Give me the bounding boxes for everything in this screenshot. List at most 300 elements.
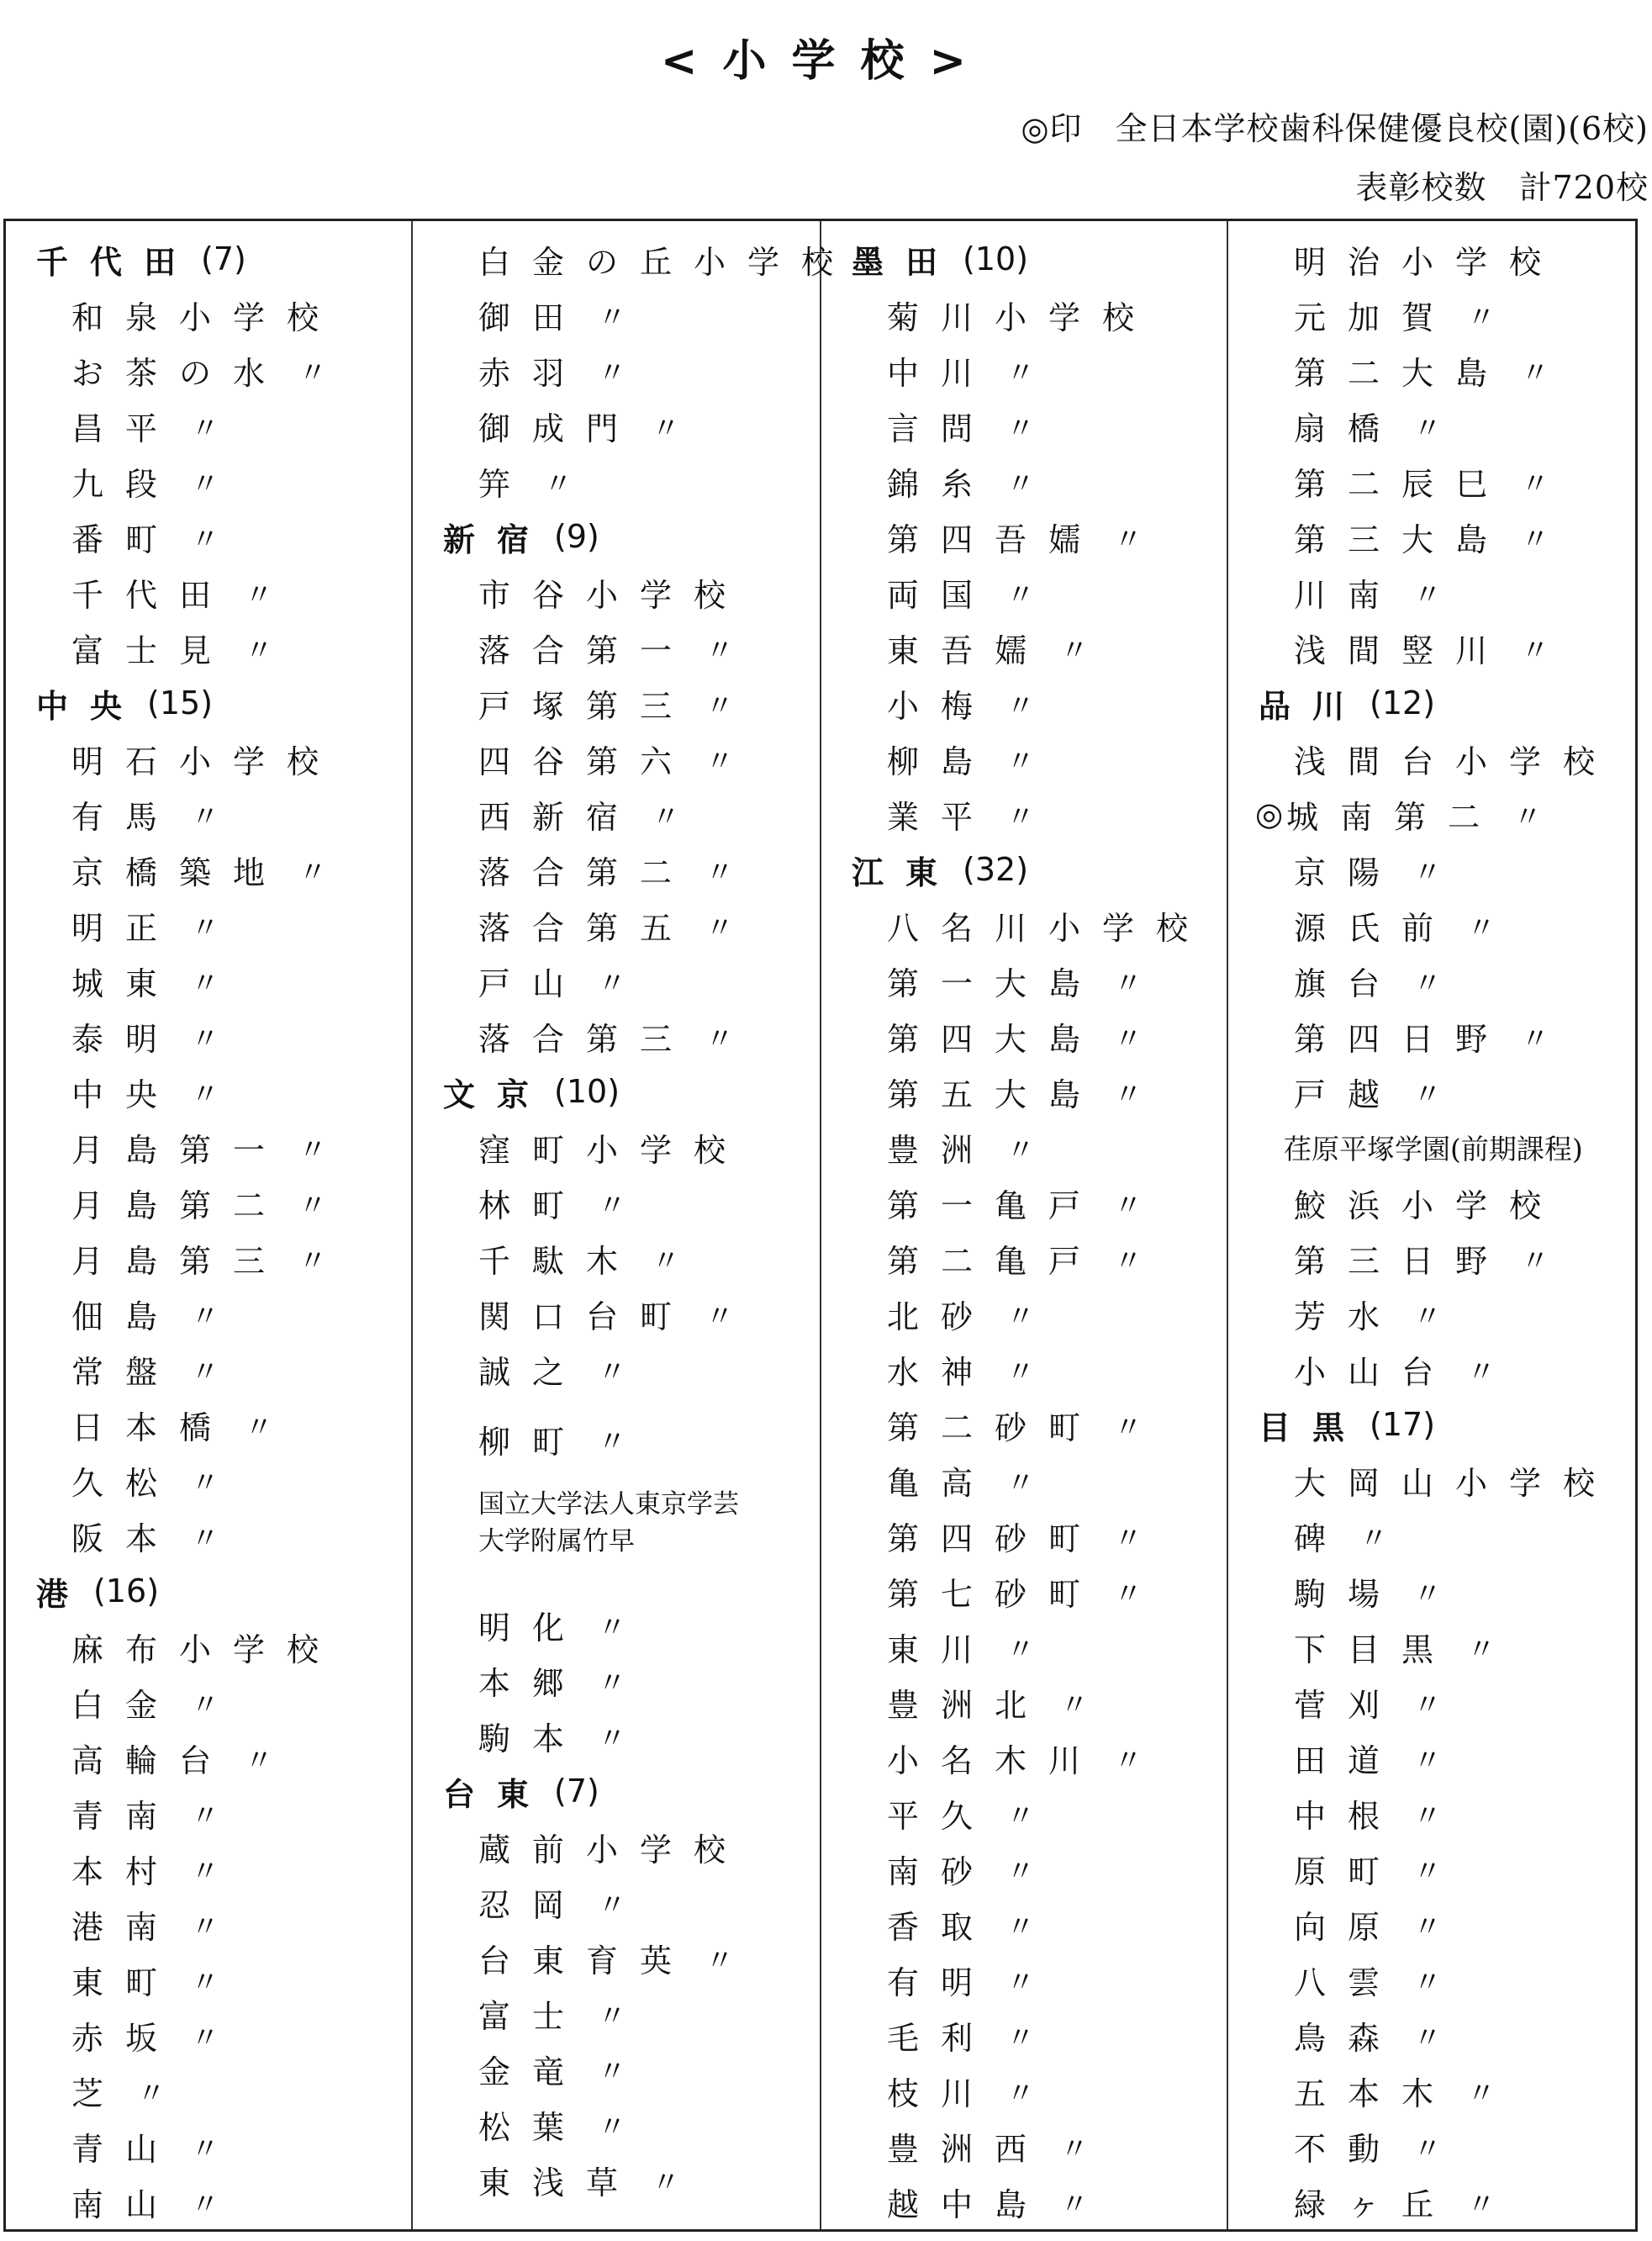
- ward-count: (16): [93, 1572, 160, 1609]
- table-column: [413, 221, 856, 2229]
- ward-name: 文京: [443, 1076, 552, 1113]
- school-entry: [413, 231, 856, 287]
- school-name: 窪町小学校: [478, 1131, 748, 1169]
- ward-name: 目黒: [1259, 1409, 1367, 1446]
- school-entry: [6, 731, 411, 786]
- ditto-mark: 〃: [298, 855, 328, 890]
- school-name: 川南: [1294, 576, 1402, 614]
- school-entry: [1228, 398, 1635, 453]
- ward-name: 千代田: [36, 243, 198, 281]
- ditto-mark: 〃: [1006, 1910, 1036, 1944]
- school-name: 麻布小学校: [71, 1631, 341, 1668]
- school-name: 富士: [478, 1997, 587, 2035]
- school-name: 碑: [1294, 1520, 1349, 1557]
- ditto-mark: 〃: [1413, 1743, 1443, 1778]
- school-name: 蔵前小学校: [478, 1831, 748, 1868]
- ditto-mark: 〃: [1114, 1743, 1143, 1778]
- school-name: 緑ヶ丘: [1294, 2186, 1456, 2223]
- school-entry: [413, 564, 820, 620]
- ditto-mark: 〃: [191, 800, 220, 834]
- ditto-mark: 〃: [705, 1299, 735, 1334]
- school-name: 白金の丘小学校: [478, 243, 856, 281]
- school-entry: [413, 842, 820, 897]
- school-name: 第七砂町: [887, 1575, 1103, 1613]
- school-entry: [6, 453, 411, 509]
- ditto-mark: 〃: [1006, 689, 1036, 723]
- ditto-mark: 〃: [1359, 1521, 1389, 1556]
- ditto-mark: 〃: [598, 1424, 627, 1459]
- ditto-mark: 〃: [191, 1466, 220, 1500]
- ditto-mark: 〃: [705, 1022, 735, 1056]
- school-entry: [6, 2118, 411, 2174]
- school-entry: [413, 1819, 820, 1874]
- school-name: 第一亀戸: [887, 1187, 1103, 1224]
- school-name: 北砂: [887, 1298, 995, 1335]
- ditto-mark: 〃: [191, 1688, 220, 1722]
- school-name: 台東育英: [478, 1942, 694, 1979]
- school-entry: [6, 342, 411, 398]
- school-name: 田道: [1294, 1742, 1402, 1779]
- ditto-mark: 〃: [1413, 1799, 1443, 1833]
- ditto-mark: 〃: [191, 911, 220, 945]
- school-entry: [821, 1008, 1227, 1064]
- school-name: 城南第二: [1286, 798, 1502, 836]
- ward-heading: [821, 842, 1227, 897]
- school-entry: [1228, 1619, 1635, 1674]
- school-entry: [6, 1175, 411, 1230]
- school-entry: [1228, 2007, 1635, 2063]
- school-entry: [413, 1341, 820, 1397]
- ditto-mark: 〃: [245, 578, 274, 612]
- school-name: 小名木川: [887, 1742, 1103, 1779]
- ditto-mark: 〃: [1006, 800, 1036, 834]
- school-name: 水神: [887, 1353, 995, 1391]
- school-entry: [1228, 1230, 1635, 1286]
- school-entry: [413, 1397, 820, 1481]
- school-name: 青山: [71, 2130, 180, 2168]
- award-total: 表彰校数 計720校: [1355, 169, 1649, 206]
- school-entry: [821, 1064, 1227, 1119]
- school-name: 菅刈: [1294, 1686, 1402, 1724]
- school-entry: [6, 842, 411, 897]
- ditto-mark: 〃: [1114, 1244, 1143, 1278]
- school-entry: [821, 1341, 1227, 1397]
- school-name: 中川: [887, 354, 995, 392]
- ditto-mark: 〃: [137, 2076, 166, 2111]
- ditto-mark: 〃: [652, 800, 681, 834]
- school-entry: [821, 398, 1227, 453]
- school-entry: [413, 1597, 820, 1652]
- ditto-mark: 〃: [191, 2132, 220, 2166]
- school-entry: [6, 1286, 411, 1341]
- school-name: 京橋築地: [71, 854, 288, 891]
- school-entry: [1228, 1286, 1635, 1341]
- school-name: 和泉小学校: [71, 299, 341, 336]
- school-entry: [821, 2007, 1227, 2063]
- school-entry: [1228, 1508, 1635, 1563]
- ditto-mark: 〃: [1114, 1577, 1143, 1611]
- school-name: 第四日野: [1294, 1020, 1510, 1058]
- ditto-mark: 〃: [1006, 1632, 1036, 1667]
- ditto-mark: 〃: [191, 966, 220, 1001]
- ditto-mark: 〃: [598, 1610, 627, 1645]
- school-entry: [413, 1708, 820, 1763]
- ditto-mark: 〃: [245, 633, 274, 668]
- ditto-mark: 〃: [298, 1133, 328, 1167]
- ditto-mark: 〃: [1521, 1022, 1550, 1056]
- ditto-mark: 〃: [1006, 2021, 1036, 2055]
- ditto-mark: 〃: [705, 633, 735, 668]
- school-entry: [1228, 1730, 1635, 1785]
- ward-count: (12): [1370, 684, 1436, 721]
- school-entry: [821, 1563, 1227, 1619]
- school-entry: [1228, 1452, 1635, 1508]
- school-name: 城東: [71, 965, 180, 1002]
- school-name: 東浅草: [478, 2164, 641, 2201]
- ditto-mark: 〃: [1413, 411, 1443, 446]
- school-name: 豊洲西: [887, 2130, 1049, 2168]
- ditto-mark: 〃: [1060, 1688, 1090, 1722]
- school-name: 柳町: [478, 1423, 587, 1461]
- school-name: 向原: [1294, 1908, 1402, 1946]
- school-name: 赤坂: [71, 2019, 180, 2057]
- school-entry: [821, 953, 1227, 1008]
- school-name: 青南: [71, 1797, 180, 1835]
- school-name: 月島第二: [71, 1187, 288, 1224]
- school-name: 月島第三: [71, 1242, 288, 1280]
- school-name: 原町: [1294, 1853, 1402, 1890]
- ditto-mark: 〃: [705, 689, 735, 723]
- school-entry: [1228, 1119, 1635, 1175]
- ditto-mark: 〃: [191, 1022, 220, 1056]
- ditto-mark: 〃: [1006, 2076, 1036, 2111]
- school-name: 笄: [478, 465, 533, 503]
- school-entry: [6, 1119, 411, 1175]
- school-name: 第四大島: [887, 1020, 1103, 1058]
- school-entry: [821, 620, 1227, 675]
- school-entry: [1228, 2174, 1635, 2229]
- ditto-mark: 〃: [1521, 633, 1550, 668]
- ditto-mark: 〃: [191, 1799, 220, 1833]
- award-note: ◎印 全日本学校歯科保健優良校(園)(6校): [1021, 110, 1649, 147]
- ditto-mark: 〃: [1413, 578, 1443, 612]
- school-name: 荏原平塚学園(前期課程): [1284, 1132, 1583, 1165]
- school-name: 中央: [71, 1076, 180, 1113]
- ditto-mark: 〃: [191, 411, 220, 446]
- school-entry: [6, 953, 411, 1008]
- ditto-mark: 〃: [1114, 1022, 1143, 1056]
- school-name: 誠之: [478, 1353, 587, 1391]
- ditto-mark: 〃: [1006, 1965, 1036, 2000]
- school-name: 鳥森: [1294, 2019, 1402, 2057]
- school-entry: [1228, 231, 1635, 287]
- ditto-mark: 〃: [1006, 411, 1036, 446]
- school-entry: [413, 897, 820, 953]
- school-name: 浅間台小学校: [1294, 743, 1618, 780]
- school-entry: [821, 1896, 1227, 1952]
- school-name: 豊洲北: [887, 1686, 1049, 1724]
- school-entry: [821, 1397, 1227, 1452]
- school-entry: [821, 1785, 1227, 1841]
- school-entry: [6, 1896, 411, 1952]
- school-entry: [821, 2174, 1227, 2229]
- school-name: 林町: [478, 1187, 587, 1224]
- ditto-mark: 〃: [191, 1077, 220, 1112]
- school-name: 第四吾嬬: [887, 521, 1103, 558]
- ditto-mark: 〃: [191, 1521, 220, 1556]
- school-entry: [6, 897, 411, 953]
- school-name: 千駄木: [478, 1242, 641, 1280]
- ditto-mark: 〃: [1006, 744, 1036, 779]
- school-name: 浅間竪川: [1294, 632, 1510, 669]
- school-name: 本村: [71, 1853, 180, 1890]
- school-entry: [1228, 1952, 1635, 2007]
- ward-count: (10): [963, 240, 1029, 277]
- school-name: 中根: [1294, 1797, 1402, 1835]
- school-name: 八名川小学校: [887, 909, 1211, 947]
- school-entry: [6, 1619, 411, 1674]
- school-name: 赤羽: [478, 354, 587, 392]
- ditto-mark: 〃: [1467, 911, 1496, 945]
- school-entry: [1228, 1563, 1635, 1619]
- ditto-mark: 〃: [1413, 855, 1443, 890]
- ditto-mark: 〃: [1467, 1632, 1496, 1667]
- school-entry: [413, 731, 820, 786]
- school-entry: [413, 1175, 820, 1230]
- ditto-mark: 〃: [191, 1910, 220, 1944]
- school-name: 常盤: [71, 1353, 180, 1391]
- school-name: 平久: [887, 1797, 995, 1835]
- school-name: 戸越: [1294, 1076, 1402, 1113]
- school-entry: [6, 1785, 411, 1841]
- ditto-mark: 〃: [191, 1355, 220, 1389]
- school-name: 第二砂町: [887, 1409, 1103, 1446]
- school-name: 扇橋: [1294, 410, 1402, 447]
- school-entry: [6, 2063, 411, 2118]
- school-entry: [821, 1175, 1227, 1230]
- ward-heading: [6, 231, 411, 287]
- school-name: 南山: [71, 2186, 180, 2223]
- ditto-mark: 〃: [191, 1854, 220, 1889]
- school-entry: [413, 1119, 820, 1175]
- school-name: 番町: [71, 521, 180, 558]
- school-name: 錦糸: [887, 465, 995, 503]
- school-entry: [6, 564, 411, 620]
- school-name: 両国: [887, 576, 995, 614]
- table-column: [1228, 221, 1635, 2229]
- ditto-mark: 〃: [1467, 2076, 1496, 2111]
- ditto-mark: 〃: [652, 1244, 681, 1278]
- school-name: 京陽: [1294, 854, 1402, 891]
- school-entry: [6, 786, 411, 842]
- school-name: 源氏前: [1294, 909, 1456, 947]
- school-name: 芳水: [1294, 1298, 1402, 1335]
- school-name: 高輪台: [71, 1742, 234, 1779]
- school-entry: [1228, 1896, 1635, 1952]
- ditto-mark: 〃: [705, 911, 735, 945]
- ditto-mark: 〃: [1114, 1521, 1143, 1556]
- ward-heading: [413, 1064, 820, 1119]
- ditto-mark: 〃: [1006, 1854, 1036, 1889]
- school-entry: [821, 786, 1227, 842]
- school-entry: [6, 1730, 411, 1785]
- school-name: 言問: [887, 410, 995, 447]
- school-name: 明化: [478, 1609, 587, 1646]
- school-entry: [413, 342, 820, 398]
- school-entry: [821, 453, 1227, 509]
- school-name: 西新宿: [478, 798, 641, 836]
- ditto-mark: 〃: [1114, 522, 1143, 557]
- school-name: 久松: [71, 1464, 180, 1502]
- ditto-mark: 〃: [245, 1410, 274, 1445]
- school-entry: [1228, 1785, 1635, 1841]
- ditto-mark: 〃: [1413, 1910, 1443, 1944]
- school-name: 月島第一: [71, 1131, 288, 1169]
- ditto-mark: 〃: [1006, 1466, 1036, 1500]
- school-name: 亀高: [887, 1464, 995, 1502]
- ward-count: (32): [963, 851, 1029, 888]
- school-entry: [821, 1508, 1227, 1563]
- ditto-mark: 〃: [1006, 1133, 1036, 1167]
- school-name: 五本木: [1294, 2075, 1456, 2112]
- school-entry: [413, 398, 820, 453]
- school-name: 明石小学校: [71, 743, 341, 780]
- school-name: 第三大島: [1294, 521, 1510, 558]
- school-name: 千代田: [71, 576, 234, 614]
- school-entry: [1228, 1341, 1635, 1397]
- ditto-mark: 〃: [1114, 1077, 1143, 1112]
- school-name: 本郷: [478, 1664, 587, 1702]
- school-name: 第一大島: [887, 965, 1103, 1002]
- ditto-mark: 〃: [191, 2021, 220, 2055]
- ditto-mark: 〃: [598, 1666, 627, 1700]
- school-entry: [6, 509, 411, 564]
- school-entry: [6, 2007, 411, 2063]
- ditto-mark: 〃: [598, 2110, 627, 2144]
- school-entry: [6, 398, 411, 453]
- school-name: 忍岡: [478, 1886, 587, 1924]
- school-entry: [1228, 453, 1635, 509]
- school-entry: [1228, 2118, 1635, 2174]
- school-entry: [821, 731, 1227, 786]
- school-entry: [413, 786, 820, 842]
- school-name: 市谷小学校: [478, 576, 748, 614]
- ward-name: 台東: [443, 1775, 552, 1813]
- school-name: 戸山: [478, 965, 587, 1002]
- school-name: 東町: [71, 1964, 180, 2001]
- school-name: お茶の水: [71, 354, 288, 392]
- school-name: 関口台町: [478, 1298, 694, 1335]
- ditto-mark: 〃: [1060, 2132, 1090, 2166]
- school-name: 松葉: [478, 2108, 587, 2146]
- ditto-mark: 〃: [598, 1355, 627, 1389]
- school-name: 柳島: [887, 743, 995, 780]
- school-name: 昌平: [71, 410, 180, 447]
- school-name: 小梅: [887, 687, 995, 725]
- school-entry: [821, 897, 1227, 953]
- school-name: 落合第五: [478, 909, 694, 947]
- ward-count: (9): [554, 518, 599, 555]
- ditto-mark: 〃: [598, 1721, 627, 1756]
- school-name: 白金: [71, 1686, 180, 1724]
- school-entry: [413, 1930, 820, 1985]
- school-entry: [1228, 953, 1635, 1008]
- ditto-mark: 〃: [598, 966, 627, 1001]
- school-entry: [1228, 786, 1635, 842]
- ditto-mark: 〃: [191, 1299, 220, 1334]
- ditto-mark: 〃: [191, 2187, 220, 2222]
- school-entry: [821, 1230, 1227, 1286]
- school-name: 落合第一: [478, 632, 694, 669]
- school-entry: [821, 342, 1227, 398]
- ditto-mark: 〃: [1413, 1965, 1443, 2000]
- school-entry: [1228, 564, 1635, 620]
- school-entry: [413, 620, 820, 675]
- ditto-mark: 〃: [544, 467, 573, 501]
- school-entry: [821, 1841, 1227, 1896]
- school-name: 金竜: [478, 2053, 587, 2090]
- school-name: 落合第二: [478, 854, 694, 891]
- school-entry: [821, 2118, 1227, 2174]
- ditto-mark: 〃: [1413, 1577, 1443, 1611]
- table-column: [6, 221, 413, 2229]
- school-entry: [821, 1730, 1227, 1785]
- school-name: 東吾嬬: [887, 632, 1049, 669]
- school-name: 国立大学法人東京学芸大学附属竹早: [478, 1489, 739, 1557]
- school-entry: [821, 675, 1227, 731]
- school-entry: [1228, 342, 1635, 398]
- school-name: 旗台: [1294, 965, 1402, 1002]
- school-name: 毛利: [887, 2019, 995, 2057]
- school-name: 阪本: [71, 1520, 180, 1557]
- ditto-mark: 〃: [1006, 467, 1036, 501]
- school-entry: [413, 453, 820, 509]
- school-table: [3, 219, 1638, 2232]
- school-entry: [1228, 1175, 1635, 1230]
- ditto-mark: 〃: [598, 1188, 627, 1223]
- school-name: 第五大島: [887, 1076, 1103, 1113]
- school-entry: [413, 1008, 820, 1064]
- school-entry: [6, 2174, 411, 2229]
- ward-heading: [413, 1763, 820, 1819]
- school-name: 不動: [1294, 2130, 1402, 2168]
- school-entry: [1228, 1841, 1635, 1896]
- ward-name: 新宿: [443, 521, 552, 558]
- school-name: 大岡山小学校: [1294, 1464, 1618, 1502]
- school-name: 港南: [71, 1908, 180, 1946]
- school-entry: [413, 675, 820, 731]
- school-name: 鮫浜小学校: [1294, 1187, 1564, 1224]
- ditto-mark: 〃: [1467, 300, 1496, 335]
- ditto-mark: 〃: [191, 467, 220, 501]
- school-name: 芝: [71, 2075, 126, 2112]
- ditto-mark: 〃: [652, 2165, 681, 2200]
- ditto-mark: 〃: [1413, 1854, 1443, 1889]
- table-column: [821, 221, 1228, 2229]
- ward-heading: [6, 675, 411, 731]
- ward-name: 中央: [36, 687, 145, 725]
- school-entry: [6, 1952, 411, 2007]
- school-entry: [413, 287, 820, 342]
- ward-heading: [6, 1563, 411, 1619]
- school-name: 有明: [887, 1964, 995, 2001]
- school-entry: [413, 1652, 820, 1708]
- school-name: 明治小学校: [1294, 243, 1564, 281]
- school-entry: [1228, 897, 1635, 953]
- ditto-mark: 〃: [1114, 1410, 1143, 1445]
- ditto-mark: 〃: [1521, 467, 1550, 501]
- school-name: 第二辰巳: [1294, 465, 1510, 503]
